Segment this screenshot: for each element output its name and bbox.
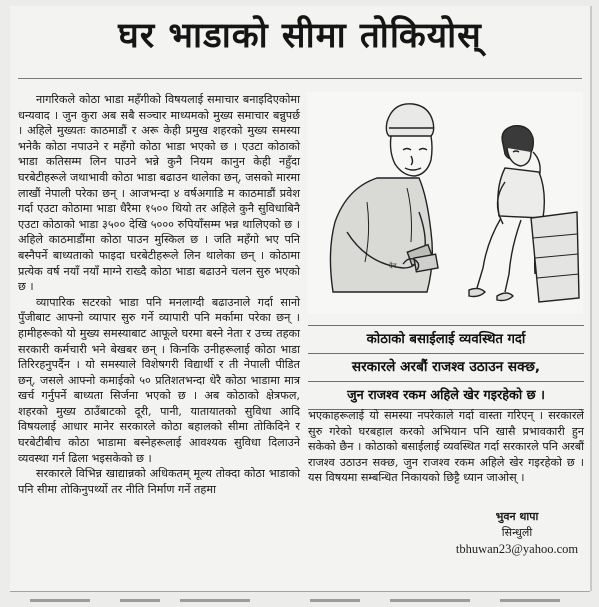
pull-quote-line: कोठाको बसाईलाई व्यवस्थित गर्दा [308,325,584,354]
cartoon-illustration [307,92,583,314]
newspaper-clipping [10,6,592,591]
author-signature [450,509,584,557]
cartoon-drawing [307,92,583,314]
pull-quote-line: जुन राजश्व रकम अहिले खेर गइरहेको छ । [308,382,584,410]
headline-divider [18,78,582,79]
headline: घर भाडाको सीमा तोकियोस् [118,16,482,56]
right-article-column [308,408,584,486]
article-paragraph: नागरिकले कोठा भाडा महँगीको विषयलाई समाचार बनाइदिएकोमा धन्यवाद । जुन कुरा अब सबै सञ्चार माध्यमको मुख्य समाचार बन्नुपर्छ । अहिले मुख्यतः काठमाडौं र अरू केही प्रमुख शहरको मुख्य समस्या भनेकै कोठा नपाउने र महँगो कोठा भाडा भएको छ । एउटा कोठाको भाडा कतिसम्म लिन पाउने भन्ने कुनै नियम कानुन केही नहुँदा घरबेटीहरूले जथाभावी कोठा भाडा बढाउन थालेका छन्, जसको मारमा लाखौं नेपाली परेका छन् । आजभन्दा ४ वर्षअगाडि म काठमाडौं प्रवेश गर्दा एउटा कोठामा भाडा धैरैमा १५०० थियो तर अहिले कुनै सुविधाबिनै एउटा कोठाको भाडा ३५०० देखि ५००० रुपियाँसम्म भन्न थालिएको छ । अहिले काठमाडौंमा कोठा पाउन मुस्किल छ । जति महँगो भए पनि बस्नैपर्ने बाध्यताको फाइदा घरबेटीहरूले लिन थालेका छन् । कोठामा प्रत्येक वर्ष नयाँ नयाँ माग्ने राख्दै कोठा भाडा बढाउने चलन सुरु भएको छ । [18,93,300,294]
left-article-column [18,92,300,497]
author-email: tbhuwan23@yahoo.com [455,542,579,556]
article-paragraph: सरकारले विभिन्न खाद्यान्नको अधिकतम् मूल्य तोक्दा कोठा भाडाको पनि सीमा तोकिनुपर्थ्यो तर नीति निर्माण गर्ने तहमा [18,467,300,496]
pull-quote-line: सरकारले अरबौं राजश्व उठाउन सक्छ, [308,354,584,382]
cartoonist-signature: देव [389,262,397,270]
article-paragraph: भएकाहरूलाई यो समस्या नपरेकाले गर्दा वास्ता गरिएन् । सरकारले सुरु गरेको घरबहाल करको अभियान पनि खासै प्रभावकारी हुन सकेको छैन । कोठाको बसाईलाई व्यवस्थित गर्दा सरकारले पनि अरबौं राजश्व उठाउन सक्छ, जुन राजश्व रकम अहिले खेर गइरहेको छ । यस विषयमा सम्बन्धित निकायको छिट्टै ध्यान जाओस् । [308,409,584,485]
next-article-strip [10,597,585,605]
author-name: भुवन थापा [495,510,539,523]
author-place: सिन्धुली [501,526,533,539]
article-paragraph: व्यापारिक सटरको भाडा पनि मनलाग्दी बढाउनाले गर्दा सानो पुँजीबाट आफ्नो व्यापार सुरु गर्ने व्यापारी पनि मर्कामा परेका छन् । हामीहरूको यो मुख्य समस्याबाट आफूले घरमा बस्ने नेता र उच्च तहका सरकारी कर्मचारी भने बेखबर छन् । किनकि उनीहरूलाई कोठा भाडा तिरिरहनुपर्दैन । यो समस्याले विशेषगरी विद्यार्थी र ती नेपाली पीडित छन्, जसले आफ्नो कमाईको ५० प्रतिशतभन्दा धेरै कोठा भाडामा मात्र खर्च गर्नुपर्ने बाध्यता सिर्जना भएको छ । अब कोठाको क्षेत्रफल, शहरको मुख्य ठाउँबाटको दूरी, पानी, यातायातको सुविधा आदि विषयलाई आधार मानेर सरकारले कोठा बहालको सीमा तोकिदिने र घरबेटीबीच कोठा भाडामा बस्नेहरूलाई आवश्यक सुविधा दिलाउने व्यवस्था गर्न ढिला भइसकेको छ । [18,295,300,465]
pull-quote [308,325,584,410]
